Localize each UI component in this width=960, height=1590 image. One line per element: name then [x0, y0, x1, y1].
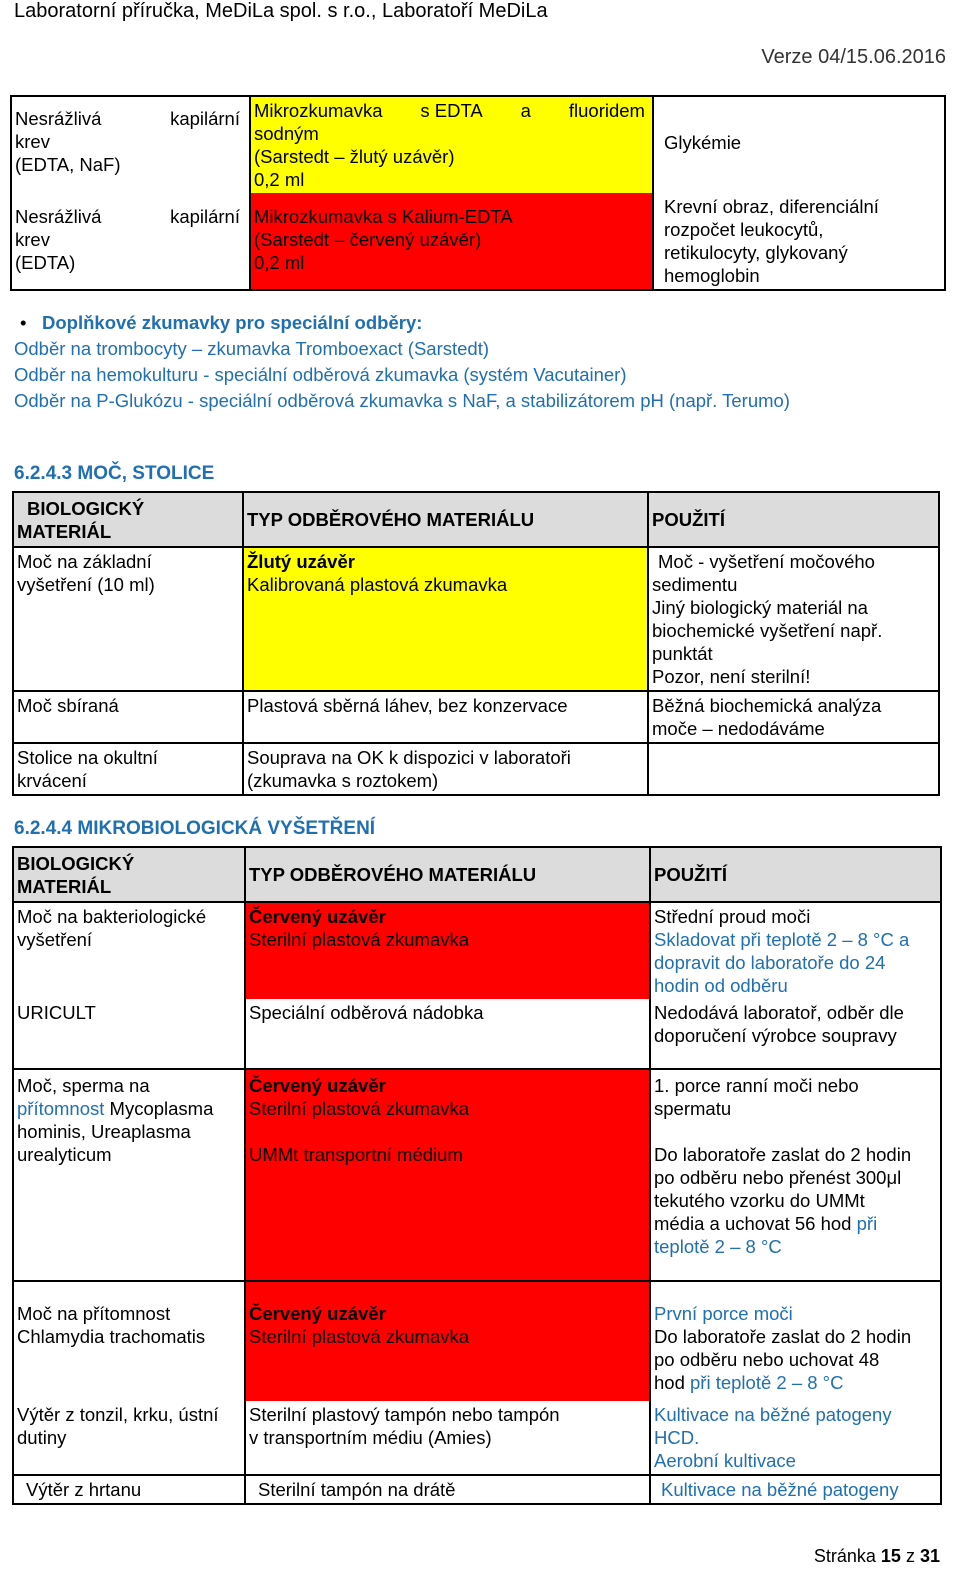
collection-type: kapilární — [170, 206, 240, 227]
usage-cell — [648, 547, 939, 691]
header-line: MATERIÁL — [17, 875, 112, 897]
usage-word: hod — [654, 1372, 691, 1393]
usage-line: Střední proud moči — [654, 906, 811, 927]
tube-line: Sterilní plastová zkumavka — [249, 1098, 470, 1119]
section-number: 6.2.4.3 — [14, 463, 73, 484]
list-item: Odběr na P-Glukózu - speciální odběrová zkumavka s NaF, a stabilizátorem pH (např. Terumo) — [14, 390, 790, 411]
usage-line — [654, 1371, 937, 1394]
material-line: urealyticum — [17, 1144, 112, 1165]
tube-line: Speciální odběrová nádobka — [249, 1002, 484, 1023]
usage-line: po odběru nebo uchovat 48 — [654, 1349, 880, 1370]
table-row — [13, 547, 939, 691]
document-title: Laboratorní příručka, MeDiLa spol. s r.o., Laboratoří MeDiLa — [14, 0, 548, 22]
table-row — [13, 1401, 941, 1475]
usage-cell — [650, 999, 941, 1069]
table-row — [13, 902, 941, 999]
material-line: Moč na přítomnost — [17, 1303, 171, 1324]
tube-line: (zkumavka s roztokem) — [247, 770, 439, 791]
material-line: Stolice na okultní — [17, 747, 158, 768]
header-line: BIOLOGICKÝ — [17, 852, 135, 874]
tube-line: (Sarstedt – žlutý uzávěr) — [254, 146, 455, 167]
material-cell — [13, 902, 245, 999]
usage-line: První porce moči — [654, 1303, 793, 1324]
extra-tubes-heading-text: Doplňkové zkumavky pro speciální odběry: — [42, 312, 423, 333]
usage-cell — [650, 902, 941, 999]
list-item: Odběr na trombocyty – zkumavka Tromboexact (Sarstedt) — [14, 338, 490, 359]
usage-line: punktát — [652, 643, 713, 664]
tube-line: 0,2 ml — [254, 169, 305, 190]
section-number: 6.2.4.4 — [14, 818, 73, 839]
material-cell — [13, 1401, 245, 1475]
table-header-row — [13, 847, 941, 902]
material-line: Nesrážlivá — [15, 206, 102, 227]
usage-line: spermatu — [654, 1098, 732, 1119]
tube-line: s EDTA — [420, 100, 483, 121]
tube-line: Mikrozkumavka s Kalium-EDTA — [254, 206, 513, 227]
type-cell — [245, 999, 650, 1069]
type-cell — [243, 743, 648, 795]
material-line — [17, 1097, 241, 1120]
header-material — [13, 847, 245, 902]
material-cell — [13, 1281, 245, 1401]
usage-cell — [648, 743, 939, 795]
tube-line: Mikrozkumavka — [254, 100, 383, 121]
document-version: Verze 04/15.06.2016 — [761, 46, 946, 68]
material-cell — [13, 691, 243, 743]
usage-line — [654, 1212, 937, 1235]
header-material — [13, 492, 243, 547]
microbiology-table — [12, 846, 942, 1505]
material-cell — [11, 193, 250, 290]
list-item: Odběr na hemokulturu - speciální odběrová zkumavka (systém Vacutainer) — [14, 364, 627, 385]
material-line: (EDTA, NaF) — [15, 154, 121, 175]
tube-line: sodným — [254, 123, 319, 144]
table-row — [13, 1475, 941, 1504]
cap-color-label: Žlutý uzávěr — [247, 551, 355, 572]
type-cell — [245, 1401, 650, 1475]
usage-line: Do laboratoře zaslat do 2 hodin — [654, 1144, 912, 1165]
material-cell — [13, 1069, 245, 1281]
urine-stool-table — [12, 491, 940, 796]
usage-line: sedimentu — [652, 574, 738, 595]
table-row — [13, 743, 939, 795]
tube-line: Sterilní plastový tampón nebo tampón — [249, 1404, 560, 1425]
usage-line: moče – nedodáváme — [652, 718, 825, 739]
usage-word: média a uchovat 56 hod — [654, 1213, 857, 1234]
material-cell — [13, 743, 243, 795]
usage-line: retikulocyty, glykovaný — [664, 242, 848, 263]
usage-line: Kultivace na běžné patogeny — [661, 1479, 899, 1500]
table-row — [13, 691, 939, 743]
material-line: Moč, sperma na — [17, 1075, 150, 1096]
usage-cell — [650, 1401, 941, 1475]
table-row — [11, 96, 945, 193]
usage-cell — [650, 1475, 941, 1504]
tube-line: fluoridem — [568, 100, 645, 121]
tube-line: Plastová sběrná láhev, bez konzervace — [247, 695, 568, 716]
material-line: Výtěr z hrtanu — [26, 1479, 142, 1500]
material-cell — [13, 547, 243, 691]
extra-tubes-list — [14, 310, 790, 414]
usage-cell — [653, 193, 945, 290]
usage-cell — [653, 96, 945, 193]
table-row — [11, 193, 945, 290]
section-heading — [14, 818, 375, 840]
usage-cell — [648, 691, 939, 743]
tube-line: (Sarstedt – červený uzávěr) — [254, 229, 482, 250]
footer-mid: z — [900, 1546, 920, 1566]
material-line: hominis, Ureaplasma — [17, 1121, 191, 1142]
tube-line: Kalibrovaná plastová zkumavka — [247, 574, 508, 595]
capillary-tubes-table — [10, 95, 946, 291]
usage-line: Kultivace na běžné patogeny — [654, 1404, 892, 1425]
header-usage: POUŽITÍ — [650, 847, 941, 902]
usage-line: Krevní obraz, diferenciální — [664, 196, 879, 217]
material-line: dutiny — [17, 1427, 67, 1448]
usage-line: doporučení výrobce soupravy — [654, 1025, 897, 1046]
material-line: krev — [15, 229, 50, 250]
material-line: Moč na základní — [17, 551, 152, 572]
section-title: MOČ, STOLICE — [77, 463, 215, 484]
footer-prefix: Stránka — [813, 1546, 881, 1566]
material-line: (EDTA) — [15, 252, 76, 273]
usage-word: při teplotě 2 – 8 °C — [690, 1372, 844, 1393]
material-cell — [11, 96, 250, 193]
tube-cell-red — [245, 902, 650, 999]
tube-cell-red — [250, 193, 653, 290]
header-usage: POUŽITÍ — [648, 492, 939, 547]
tube-line: Sterilní tampón na drátě — [258, 1479, 456, 1500]
cap-color-label: Červený uzávěr — [249, 1075, 386, 1096]
material-word: Mycoplasma — [104, 1098, 214, 1119]
tube-line — [249, 1120, 646, 1143]
page-footer — [814, 1546, 940, 1567]
section-title: MIKROBIOLOGICKÁ VYŠETŘENÍ — [77, 818, 376, 839]
header-type: TYP ODBĚROVÉHO MATERIÁLU — [245, 847, 650, 902]
material-word: přítomnost — [17, 1098, 105, 1119]
tube-line: Sterilní plastová zkumavka — [249, 1326, 470, 1347]
usage-line: HCD. — [654, 1427, 700, 1448]
tube-line: v transportním médiu (Amies) — [249, 1427, 492, 1448]
usage-line: teplotě 2 – 8 °C — [654, 1236, 782, 1257]
usage-line: Skladovat při teplotě 2 – 8 °C a — [654, 929, 910, 950]
table-row — [13, 1069, 941, 1281]
usage-line: 1. porce ranní moči nebo — [654, 1075, 859, 1096]
page-number: 15 — [880, 1546, 901, 1566]
material-line: Výtěr z tonzil, krku, ústní — [17, 1404, 219, 1425]
usage-line: Do laboratoře zaslat do 2 hodin — [654, 1326, 912, 1347]
usage-line: Aerobní kultivace — [654, 1450, 796, 1471]
section-heading — [14, 463, 214, 485]
usage-cell — [650, 1281, 941, 1401]
usage-line: Jiný biologický materiál na — [652, 597, 868, 618]
bullet: • — [20, 312, 27, 333]
cap-color-label: Červený uzávěr — [249, 906, 386, 927]
usage-line: Moč - vyšetření močového — [658, 551, 875, 572]
tube-cell-yellow — [243, 547, 648, 691]
material-line: krev — [15, 131, 50, 152]
header-type: TYP ODBĚROVÉHO MATERIÁLU — [243, 492, 648, 547]
type-cell — [245, 1475, 650, 1504]
usage-word: při — [856, 1213, 878, 1234]
usage-line: hodin od odběru — [654, 975, 788, 996]
usage-line: Pozor, není sterilní! — [652, 666, 811, 687]
material-line: vyšetření (10 ml) — [17, 574, 155, 595]
usage-line: Nedodává laboratoř, odběr dle — [654, 1002, 904, 1023]
tube-line: 0,2 ml — [254, 252, 305, 273]
material-line: Moč sbíraná — [17, 695, 119, 716]
usage-line: biochemické vyšetření např. — [652, 620, 883, 641]
tube-cell-yellow — [250, 96, 653, 193]
table-row — [13, 999, 941, 1069]
usage-line: tekutého vzorku do UMMt — [654, 1190, 865, 1211]
tube-line: Souprava na OK k dispozici v laboratoři — [247, 747, 571, 768]
usage-line: po odběru nebo přenést 300μl — [654, 1167, 902, 1188]
page-total: 31 — [919, 1546, 940, 1566]
material-line: vyšetření — [17, 929, 93, 950]
tube-cell-red — [245, 1069, 650, 1281]
material-cell — [13, 1475, 245, 1504]
material-line: Nesrážlivá — [15, 108, 102, 129]
material-line: Moč na bakteriologické — [17, 906, 207, 927]
material-cell — [13, 999, 245, 1069]
type-cell — [243, 691, 648, 743]
material-line: URICULT — [17, 1002, 96, 1023]
table-header-row — [13, 492, 939, 547]
table-row — [13, 1281, 941, 1401]
usage-line: rozpočet leukocytů, — [664, 219, 824, 240]
tube-line: a — [520, 100, 531, 121]
header-line: BIOLOGICKÝ — [27, 497, 145, 519]
usage-cell — [650, 1069, 941, 1281]
usage-line: Glykémie — [664, 132, 742, 153]
material-line: krvácení — [17, 770, 87, 791]
tube-line: UMMt transportní médium — [249, 1144, 463, 1165]
usage-spacer — [654, 1120, 937, 1143]
collection-type: kapilární — [170, 108, 240, 129]
tube-cell-red — [245, 1281, 650, 1401]
cap-color-label: Červený uzávěr — [249, 1303, 386, 1324]
extra-tubes-heading — [14, 310, 790, 336]
usage-line: hemoglobin — [664, 265, 760, 286]
header-line: MATERIÁL — [17, 520, 112, 542]
material-line: Chlamydia trachomatis — [17, 1326, 206, 1347]
usage-line: dopravit do laboratoře do 24 — [654, 952, 886, 973]
usage-line: Běžná biochemická analýza — [652, 695, 882, 716]
tube-line: Sterilní plastová zkumavka — [249, 929, 470, 950]
